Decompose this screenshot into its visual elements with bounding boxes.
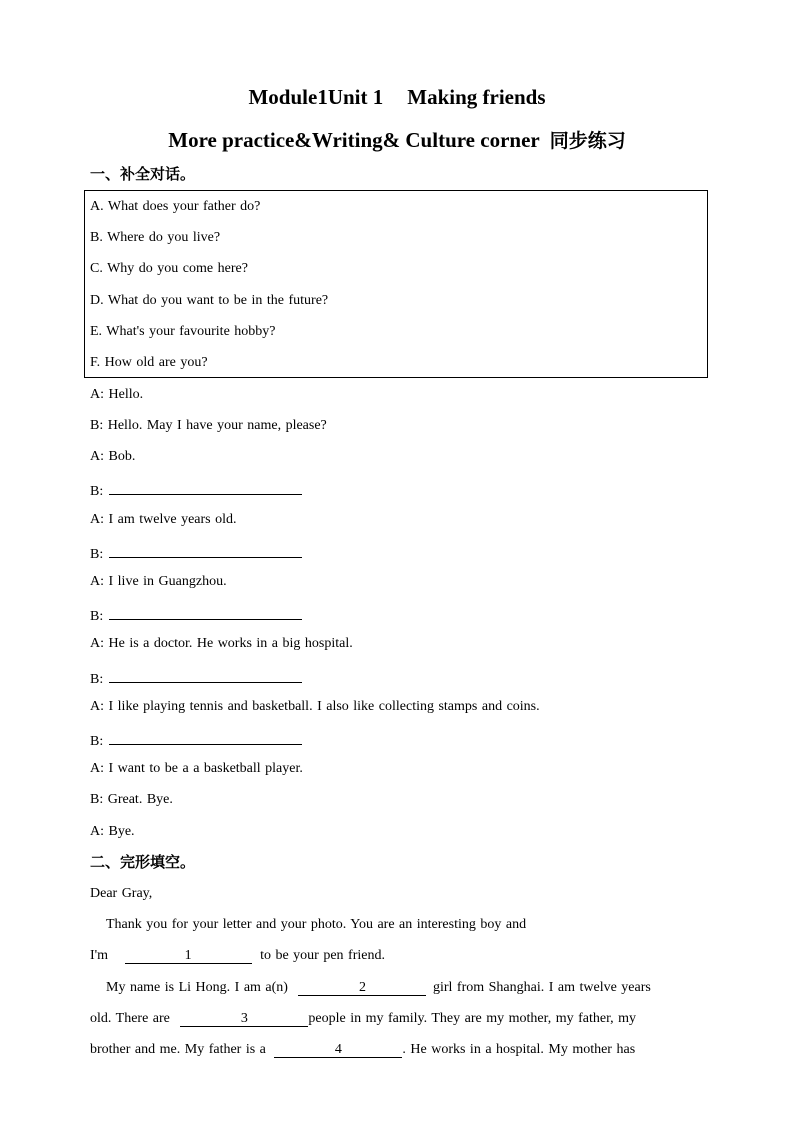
dialogue-line: A: Bob. — [90, 449, 136, 464]
answer-blank[interactable] — [109, 605, 302, 620]
answer-blank[interactable] — [109, 730, 302, 745]
options-box — [84, 190, 708, 378]
section-2-heading: 二、完形填空。 — [90, 853, 196, 871]
title-topic: Making friends — [407, 85, 546, 109]
option-c: C. Why do you come here? — [90, 261, 248, 276]
dialogue-line: A: Hello. — [90, 387, 144, 402]
section-1-heading: 一、补全对话。 — [90, 165, 196, 183]
dialogue-line: A: I want to be a a basketball player. — [90, 761, 303, 776]
dialogue-line: B: — [90, 480, 302, 500]
dialogue-line: A: He is a doctor. He works in a big hospital. — [90, 636, 353, 651]
cloze-blank-1[interactable]: 1 — [125, 948, 252, 964]
option-a: A. What does your father do? — [90, 199, 261, 214]
dialogue-line: A: I like playing tennis and basketball. I also like collecting stamps and coins. — [90, 699, 540, 714]
option-e: E. What's your favourite hobby? — [90, 324, 276, 339]
dialogue-line: A: I live in Guangzhou. — [90, 574, 227, 589]
answer-blank[interactable] — [109, 543, 302, 558]
option-d: D. What do you want to be in the future? — [90, 293, 329, 308]
dialogue-line: B: — [90, 543, 302, 563]
dialogue-line: A: I am twelve years old. — [90, 512, 237, 527]
letter-salutation: Dear Gray, — [90, 886, 153, 901]
dialogue-line: B: — [90, 668, 302, 688]
page-title — [0, 85, 794, 110]
letter-line: brother and me. My father is a 4 . He works in a hospital. My mother has — [90, 1042, 636, 1057]
dialogue-line: B: — [90, 605, 302, 625]
dialogue-line: B: Hello. May I have your name, please? — [90, 418, 327, 433]
dialogue-line: B: — [90, 730, 302, 750]
dialogue-line: A: Bye. — [90, 824, 135, 839]
cloze-blank-3[interactable]: 3 — [180, 1011, 308, 1027]
cloze-blank-2[interactable]: 2 — [298, 980, 426, 996]
option-b: B. Where do you live? — [90, 230, 221, 245]
subtitle-english: More practice&Writing& Culture corner — [168, 128, 540, 152]
cloze-blank-4[interactable]: 4 — [274, 1042, 402, 1058]
letter-line: Thank you for your letter and your photo. You are an interesting boy and — [106, 917, 527, 932]
answer-blank[interactable] — [109, 668, 302, 683]
letter-line: old. There are 3 people in my family. They are my mother, my father, my — [90, 1011, 637, 1026]
page-subtitle — [0, 126, 794, 153]
option-f: F. How old are you? — [90, 355, 208, 370]
letter-line: My name is Li Hong. I am a(n) 2 girl from Shanghai. I am twelve years — [106, 980, 651, 995]
title-module: Module1Unit 1 — [248, 85, 384, 109]
dialogue-line: B: Great. Bye. — [90, 792, 173, 807]
answer-blank[interactable] — [109, 480, 302, 495]
subtitle-chinese: 同步练习 — [549, 130, 626, 152]
letter-line: I'm 1 to be your pen friend. — [90, 948, 385, 963]
